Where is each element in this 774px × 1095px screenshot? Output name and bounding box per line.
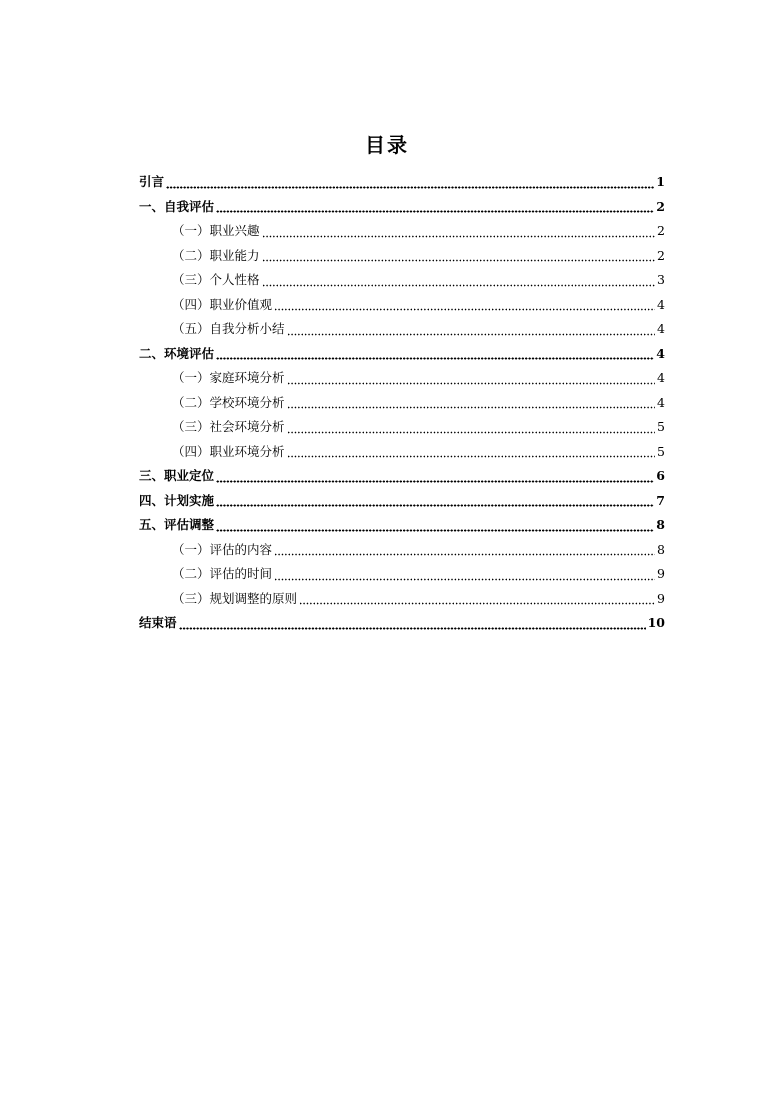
toc-entry-label: （二）评估的时间 <box>172 566 273 582</box>
toc-title: 目录 <box>365 133 409 157</box>
dot-leader <box>216 348 654 360</box>
dot-leader <box>274 299 655 311</box>
toc-entry[interactable] <box>139 513 665 538</box>
toc-entry[interactable] <box>139 342 665 367</box>
toc-entry-label: （一）家庭环境分析 <box>172 370 285 386</box>
toc-entry[interactable] <box>139 293 665 318</box>
toc-entry-label: （四）职业环境分析 <box>172 443 285 459</box>
toc-entry-label: （二）职业能力 <box>172 247 260 263</box>
dot-leader <box>299 593 655 605</box>
toc-entry[interactable] <box>139 195 665 220</box>
toc-entry-label: （三）社会环境分析 <box>172 419 285 435</box>
toc-entry-page: 4 <box>657 296 665 312</box>
toc-entry-page: 3 <box>657 272 665 288</box>
table-of-contents <box>139 170 665 636</box>
toc-entry[interactable] <box>139 391 665 416</box>
toc-entry-page: 7 <box>656 492 665 508</box>
dot-leader <box>287 373 656 385</box>
toc-entry-page: 8 <box>656 517 665 533</box>
toc-entry[interactable] <box>139 317 665 342</box>
toc-entry[interactable] <box>139 489 665 514</box>
dot-leader <box>262 226 656 238</box>
toc-entry[interactable] <box>139 562 665 587</box>
toc-entry-page: 5 <box>657 443 665 459</box>
toc-entry-label: （三）个人性格 <box>172 272 260 288</box>
toc-entry-page: 8 <box>657 541 665 557</box>
toc-entry-label: 一、自我评估 <box>139 198 215 214</box>
toc-entry-page: 2 <box>657 223 665 239</box>
dot-leader <box>262 275 656 287</box>
dot-leader <box>262 250 656 262</box>
toc-entry[interactable] <box>139 170 665 195</box>
toc-entry-page: 2 <box>656 198 665 214</box>
toc-entry-label: 四、计划实施 <box>139 492 215 508</box>
dot-leader <box>287 422 656 434</box>
toc-entry-label: 二、环境评估 <box>139 345 215 361</box>
toc-entry-label: （一）职业兴趣 <box>172 223 260 239</box>
toc-entry-page: 1 <box>656 174 665 190</box>
toc-entry-page: 4 <box>657 370 665 386</box>
toc-entry-label: （二）学校环境分析 <box>172 394 285 410</box>
toc-entry-page: 4 <box>657 394 665 410</box>
toc-entry-label: （四）职业价值观 <box>172 296 273 312</box>
toc-entry[interactable] <box>139 415 665 440</box>
toc-entry-label: 结束语 <box>139 615 177 631</box>
toc-entry-page: 6 <box>656 468 665 484</box>
dot-leader <box>274 569 655 581</box>
toc-entry[interactable] <box>139 464 665 489</box>
toc-entry[interactable] <box>139 440 665 465</box>
toc-entry-page: 4 <box>657 321 665 337</box>
dot-leader <box>216 495 654 507</box>
toc-entry[interactable] <box>139 219 665 244</box>
dot-leader <box>287 397 656 409</box>
toc-entry[interactable] <box>139 587 665 612</box>
dot-leader <box>216 520 654 532</box>
toc-entry-page: 9 <box>657 566 665 582</box>
toc-entry-label: （五）自我分析小结 <box>172 321 285 337</box>
toc-entry-page: 4 <box>656 345 665 361</box>
dot-leader <box>216 471 654 483</box>
dot-leader <box>287 446 656 458</box>
toc-entry-page: 2 <box>657 247 665 263</box>
toc-entry-label: 引言 <box>139 174 165 190</box>
toc-entry-label: （三）规划调整的原则 <box>172 590 298 606</box>
toc-entry[interactable] <box>139 538 665 563</box>
toc-entry-label: 五、评估调整 <box>139 517 215 533</box>
toc-entry-page: 10 <box>647 615 665 631</box>
dot-leader <box>287 324 656 336</box>
toc-entry-page: 5 <box>657 419 665 435</box>
toc-entry-label: 三、职业定位 <box>139 468 215 484</box>
dot-leader <box>179 618 646 630</box>
dot-leader <box>216 201 654 213</box>
toc-entry[interactable] <box>139 366 665 391</box>
dot-leader <box>166 177 654 189</box>
toc-entry[interactable] <box>139 268 665 293</box>
toc-entry[interactable] <box>139 244 665 269</box>
toc-entry-page: 9 <box>657 590 665 606</box>
dot-leader <box>274 544 655 556</box>
toc-entry[interactable] <box>139 611 665 636</box>
toc-entry-label: （一）评估的内容 <box>172 541 273 557</box>
